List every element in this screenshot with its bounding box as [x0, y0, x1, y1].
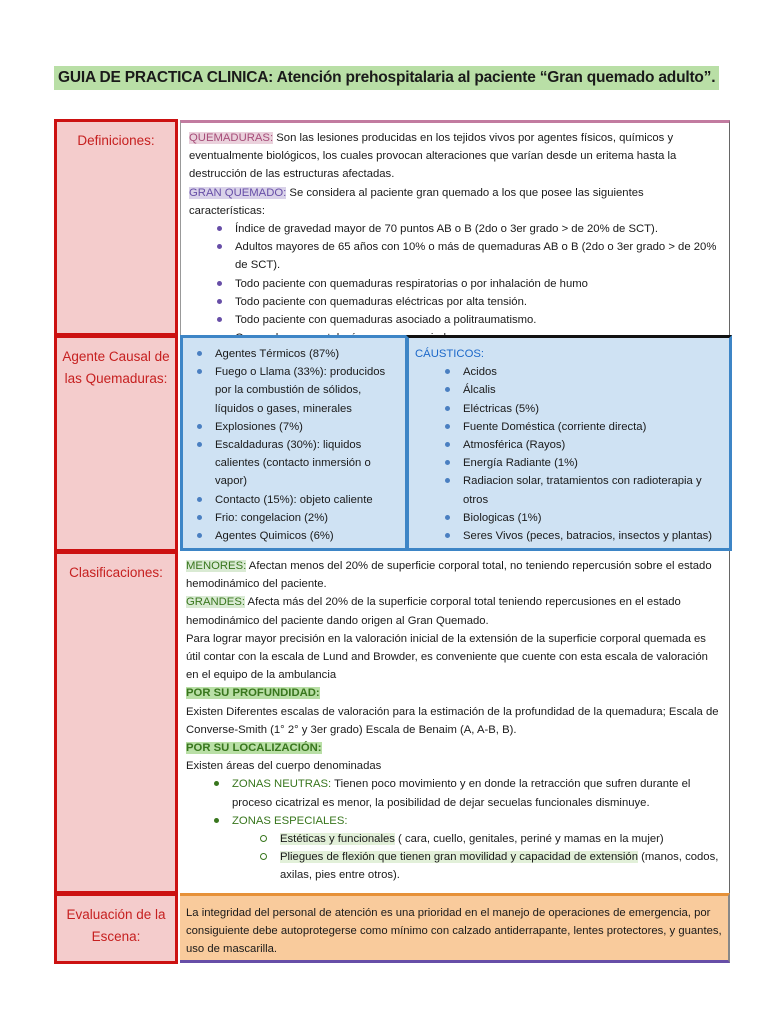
list-item: Fuente Doméstica (corriente directa) [415, 418, 721, 436]
localizacion-heading [186, 739, 723, 757]
evaluacion-paragraph: La integridad del personal de atención es una prioridad en el manejo de operaciones de emergencia, por consiguiente debe autoprotegerse como mínimo con calzado antiderrapante, lentes protectores, y guantes, uso de mascarilla. [186, 907, 722, 956]
gran-quemado-list [189, 220, 721, 347]
list-item: Frio: congelacion (2%) [189, 509, 397, 527]
clasificaciones-content [180, 551, 730, 893]
list-item: Acidos [415, 363, 721, 381]
zonas-list [186, 775, 723, 830]
label-clasificaciones [54, 551, 178, 894]
label-definiciones-text: Definiciones: [77, 133, 155, 148]
list-item: Todo paciente con quemaduras eléctricas por alta tensión. [189, 293, 721, 311]
quemaduras-term: QUEMADURAS: [189, 132, 274, 144]
zonas-especiales-sublist [186, 830, 723, 885]
evaluacion-content [180, 893, 730, 963]
list-item: Agentes Quimicos (6%) [189, 527, 397, 545]
sub1-highlight: Estéticas y funcionales [280, 833, 395, 846]
precision-paragraph: Para lograr mayor precisión en la valoración inicial de la extensión de la superficie corporal quemada es útil contar con la escala de Lund and Browder, es conveniente que cuente con esta escala de valoración en el equipo de la ambulancia [186, 632, 708, 682]
list-item: Eléctricas (5%) [415, 400, 721, 418]
list-item: Biologicas (1%) [415, 509, 721, 527]
menores-text: Afectan menos del 20% de superficie corporal total, no teniendo repercusión sobre el estado hemodinámico del paciente. [186, 560, 712, 591]
zonas-especiales-item [186, 812, 723, 830]
page-title: GUIA DE PRACTICA CLINICA: Atención prehospitalaria al paciente “Gran quemado adulto”. [54, 66, 719, 90]
label-agente-causal [54, 335, 178, 552]
causticos-heading: CÁUSTICOS: [415, 348, 485, 360]
list-item: Álcalis [415, 381, 721, 399]
list-item: Todo paciente con quemaduras respiratorias o por inhalación de humo [189, 275, 721, 293]
quemaduras-text: Son las lesiones producidas en los tejidos vivos por agentes físicos, químicos y eventualmente biológicos, los cuales provocan alteraciones que varían desde un eritema hasta la destrucción de las estructuras afectadas. [189, 132, 677, 181]
list-item: Radiacion solar, tratamientos con radioterapia y otros [415, 472, 721, 508]
label-agente-causal-text: Agente Causal de las Quemaduras: [62, 349, 170, 386]
grandes-term: GRANDES: [186, 596, 246, 609]
label-evaluacion-text: Evaluación de la Escena: [66, 907, 166, 944]
list-item: Escaldaduras (30%): liquidos calientes (contacto inmersión o vapor) [189, 436, 397, 491]
label-clasificaciones-text: Clasificaciones: [69, 565, 163, 580]
zonas-neutras-item [186, 775, 723, 811]
profundidad-paragraph: Existen Diferentes escalas de valoración para la estimación de la profundidad de la quemadura; Escala de Converse-Smith (1° 2° y 3er grado) Escala de Benaim (A, A-B, B). [186, 705, 719, 736]
list-item: Todo paciente con quemaduras asociado a politraumatismo. [189, 311, 721, 329]
profundidad-term: POR SU PROFUNDIDAD: [186, 687, 320, 700]
grandes-paragraph [186, 593, 723, 629]
list-item: Atmosférica (Rayos) [415, 436, 721, 454]
definiciones-content [180, 120, 730, 336]
list-item: Explosiones (7%) [189, 418, 397, 436]
label-evaluacion [54, 893, 178, 964]
causticos-list [415, 363, 721, 545]
causticos-box [406, 335, 732, 551]
list-item: Seres Vivos (peces, batracios, insectos y plantas) [415, 527, 721, 545]
profundidad-heading [186, 684, 723, 702]
zonas-especiales-term: ZONAS ESPECIALES: [232, 814, 348, 827]
list-item: Adultos mayores de 65 años con 10% o más de quemaduras AB o B (2do o 3er grado > de 20% de SCT). [189, 238, 721, 274]
sub1-text: ( cara, cuello, genitales, periné y mamas en la mujer) [394, 833, 664, 846]
gran-quemado-term: GRAN QUEMADO: [189, 186, 287, 199]
zonas-neutras-text: Tienen poco movimiento y en donde la retracción que sufren durante el proceso cicatrizal es menor, la posibilidad de dejar secuelas funcionales disminuye. [232, 778, 691, 809]
list-item: Contacto (15%): objeto caliente [189, 491, 397, 509]
quemaduras-definition [189, 129, 721, 184]
list-item [186, 848, 723, 884]
list-item [186, 830, 723, 848]
zonas-neutras-term: ZONAS NEUTRAS: [232, 778, 332, 791]
agentes-termicos-box [180, 335, 408, 551]
sub2-text: (manos, codos, axilas, pies entre otros). [280, 851, 719, 882]
gran-quemado-definition [189, 184, 721, 220]
list-item: Fuego o Llama (33%): producidos por la combustión de sólidos, líquidos o gases, minerales [189, 363, 397, 418]
gran-quemado-text: Se considera al paciente gran quemado a los que posee las siguientes características: [189, 186, 644, 217]
list-item: Agentes Térmicos (87%) [189, 345, 397, 363]
localizacion-paragraph: Existen áreas del cuerpo denominadas [186, 760, 382, 773]
localizacion-term: POR SU LOCALIZACIÓN: [186, 742, 322, 755]
grandes-text: Afecta más del 20% de la superficie corporal total teniendo repercusiones en el estado hemodinámico del paciente dando origen al Gran Quemado. [186, 596, 681, 627]
list-item: Índice de gravedad mayor de 70 puntos AB o B (2do o 3er grado > de 20% de SCT). [189, 220, 721, 238]
sub2-highlight: Pliegues de flexión que tienen gran movilidad y capacidad de extensión [280, 851, 638, 864]
label-definiciones [54, 119, 178, 336]
menores-paragraph [186, 557, 723, 593]
menores-term: MENORES: [186, 560, 247, 572]
agentes-list [189, 345, 397, 545]
list-item: Energía Radiante (1%) [415, 454, 721, 472]
